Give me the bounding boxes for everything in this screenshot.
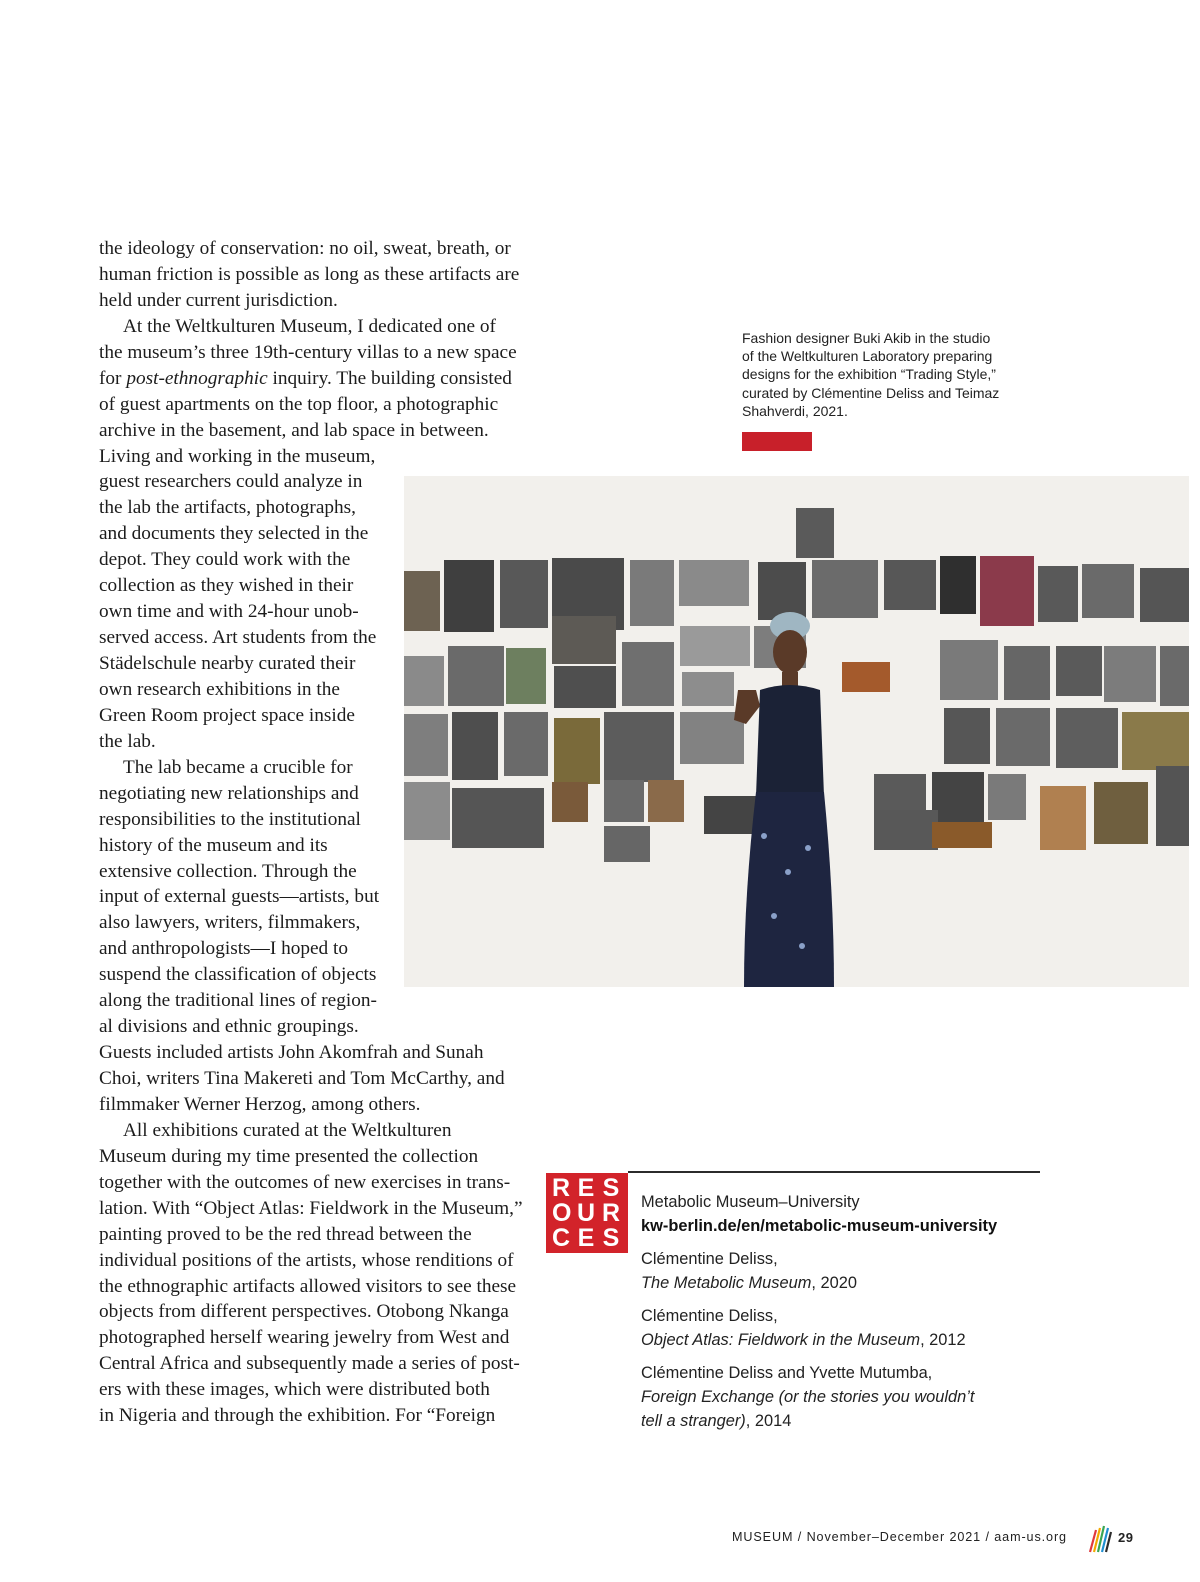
body-line: the lab. [99,730,156,752]
resource-work: Object Atlas: Fieldwork in the Museum, 2012 [641,1331,966,1349]
body-line: the ideology of conservation: no oil, sweat, breath, or [99,238,511,259]
body-line: Guests included artists John Akomfrah and Sunah [99,1042,484,1064]
page-number: 29 [1118,1530,1134,1545]
caption-line: designs for the exhibition “Trading Style,” [742,366,996,383]
body-line: Central Africa and subsequently made a series of post- [99,1353,520,1375]
body-line: also lawyers, writers, filmmakers, [99,912,361,934]
resource-link[interactable]: kw-berlin.de/en/metabolic-museum-university [641,1217,998,1235]
body-line: photographed herself wearing jewelry from West and [99,1327,510,1349]
caption-line: Shahverdi, 2021. [742,402,848,419]
badge-letter: R [552,1174,571,1202]
photo-caption [742,329,1042,420]
resource-work-cont: tell a stranger), 2014 [641,1412,792,1430]
photo-illustration [404,476,1189,987]
exhibition-photo [404,476,1189,987]
body-line: painting proved to be the red thread between the [99,1223,472,1245]
resource-author: Clémentine Deliss, [641,1250,778,1268]
body-line: in Nigeria and through the exhibition. For “Foreign [99,1405,496,1427]
body-line: along the traditional lines of region- [99,990,377,1012]
caption-accent-bar [742,432,812,451]
body-line-with-italic: for post-ethnographic inquiry. The building consisted [99,367,512,389]
caption-line: Fashion designer Buki Akib in the studio [742,330,991,346]
body-line: individual positions of the artists, whose renditions of [99,1249,514,1271]
badge-letter: U [577,1199,596,1227]
body-line: own time and with 24-hour unob- [99,601,359,623]
resource-work: The Metabolic Museum, 2020 [641,1274,857,1292]
badge-letter: E [577,1174,595,1202]
badge-letter: C [552,1224,571,1252]
body-line: Städelschule nearby curated their [99,653,356,674]
body-line: Green Room project space inside [99,704,355,726]
badge-letter: O [552,1199,572,1227]
badge-letter: R [602,1199,621,1227]
body-line: responsibilities to the institutional [99,808,361,830]
body-line: negotiating new relationships and [99,782,359,804]
resource-item [641,1190,997,1238]
body-line: filmmaker Werner Herzog, among others. [99,1093,421,1115]
badge-letter: E [577,1224,595,1252]
badge-letter: S [602,1174,620,1202]
body-line: All exhibitions curated at the Weltkulturen [123,1119,452,1141]
body-line: the ethnographic artifacts allowed visitors to see these [99,1275,517,1297]
body-line: Living and working in the museum, [99,445,376,467]
body-line: Choi, writers Tina Makereti and Tom McCarthy, and [99,1068,505,1089]
body-line: ers with these images, which were distributed both [99,1379,490,1401]
aam-logo-icon [1087,1522,1113,1554]
resource-title: Metabolic Museum–University [641,1193,860,1211]
resource-author: Clémentine Deliss and Yvette Mutumba, [641,1364,933,1382]
page-footer: MUSEUM / November–December 2021 / aam-us.org [732,1530,1067,1544]
resource-item [641,1247,857,1295]
body-line: input of external guests—artists, but [99,886,380,908]
body-line: the lab the artifacts, photographs, [99,497,357,519]
badge-letter: S [602,1224,620,1252]
caption-line: of the Weltkulturen Laboratory preparing [742,348,993,365]
body-line: together with the outcomes of new exercises in trans- [99,1171,511,1193]
resource-work: Foreign Exchange (or the stories you wouldn’t [641,1388,975,1406]
body-line: of guest apartments on the top floor, a photographic [99,393,499,415]
resources-rule [628,1171,1040,1173]
resources-badge [546,1173,628,1253]
resource-item [641,1304,966,1352]
body-line: extensive collection. Through the [99,860,357,882]
body-line: history of the museum and its [99,834,328,856]
body-line: suspend the classification of objects [99,964,377,986]
body-line: guest researchers could analyze in [99,471,363,493]
body-line: At the Weltkulturen Museum, I dedicated one of [123,315,496,337]
body-line: the museum’s three 19th-century villas to a new space [99,341,517,363]
resource-item [641,1361,974,1433]
body-line: and anthropologists—I hoped to [99,938,349,960]
body-line: al divisions and ethnic groupings. [99,1016,359,1038]
body-line: lation. With “Object Atlas: Fieldwork in the Museum,” [99,1197,523,1219]
resource-author: Clémentine Deliss, [641,1307,778,1325]
body-line: held under current jurisdiction. [99,289,338,311]
body-line: depot. They could work with the [99,549,351,571]
body-line: own research exhibitions in the [99,678,340,700]
body-line: and documents they selected in the [99,523,369,545]
caption-line: curated by Clémentine Deliss and Teimaz [742,384,1000,401]
body-line: The lab became a crucible for [123,756,353,778]
body-line: Museum during my time presented the collection [99,1145,479,1167]
italic-term: post-ethnographic [126,367,268,389]
body-line: archive in the basement, and lab space in between. [99,419,489,441]
body-line: collection as they wished in their [99,575,354,597]
body-line: human friction is possible as long as these artifacts are [99,263,520,285]
body-line: objects from different perspectives. Otobong Nkanga [99,1301,509,1323]
body-line: served access. Art students from the [99,627,377,649]
